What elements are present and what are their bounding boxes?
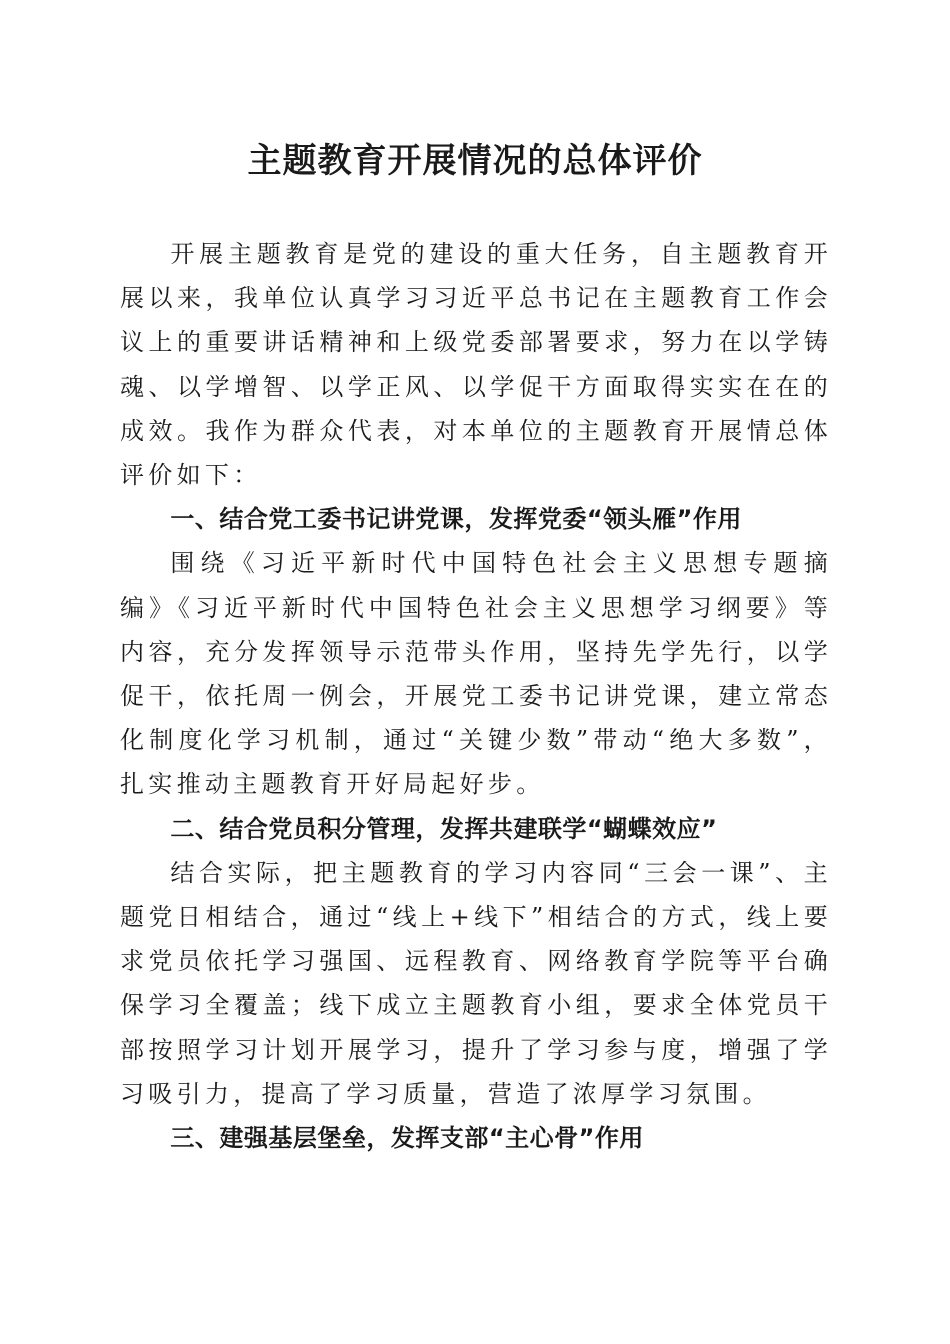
section-1-paragraph: 围绕《习近平新时代中国特色社会主义思想专题摘编》《习近平新时代中国特色社会主义思想学习纲要》等内容，充分发挥领导示范带头作用，坚持先学先行，以学促干，依托周一例会，开展党工委书记讲党课，建立常态化制度化学习机制，通过“关键少数”带动“绝大多数”，扎实推动主题教育开好局起好步。 <box>120 549 832 799</box>
intro-paragraph: 开展主题教育是党的建设的重大任务，自主题教育开展以来，我单位认真学习习近平总书记在主题教育工作会议上的重要讲话精神和上级党委部署要求，努力在以学铸魂、以学增智、以学正风、以学促干方面取得实实在在的成效。我作为群众代表，对本单位的主题教育开展情总体评价如下： <box>120 240 832 490</box>
section-3-heading: 三、建强基层堡垒，发挥支部“主心骨”作用 <box>170 1124 644 1153</box>
document-body <box>120 232 832 1160</box>
section-2-paragraph: 结合实际，把主题教育的学习内容同“三会一课”、主题党日相结合，通过“线上+线下”相结合的方式，线上要求党员依托学习强国、远程教育、网络教育学院等平台确保学习全覆盖；线下成立主题教育小组，要求全体党员干部按照学习计划开展学习，提升了学习参与度，增强了学习吸引力，提高了学习质量，营造了浓厚学习氛围。 <box>120 858 832 1108</box>
section-2-heading: 二、结合党员积分管理，发挥共建联学“蝴蝶效应” <box>170 814 718 843</box>
document-title: 主题教育开展情况的总体评价 <box>247 141 703 181</box>
section-1-heading: 一、结合党工委书记讲党课，发挥党委“领头雁”作用 <box>170 505 742 534</box>
